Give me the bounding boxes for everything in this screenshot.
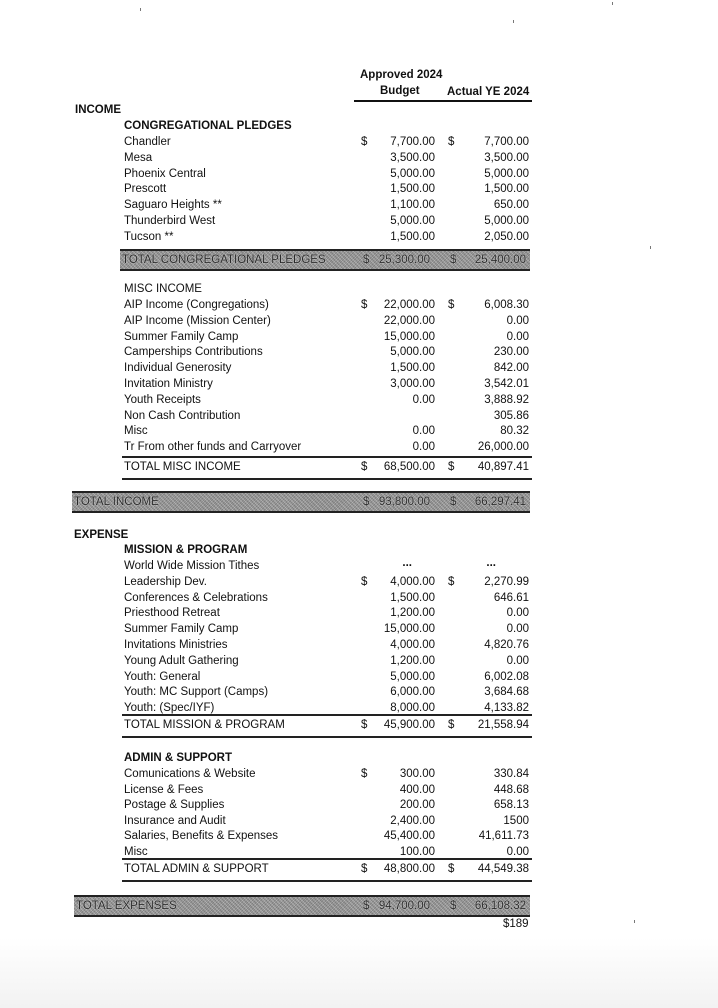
row-label: Invitations Ministries [124, 639, 228, 651]
row-label: Youth: General [124, 670, 201, 683]
divider [122, 456, 532, 458]
budget-value: 100.00 [399, 846, 435, 858]
currency-symbol: $ [361, 768, 368, 780]
total-misc-income-row [124, 460, 532, 476]
actual-value: 44,549.38 [477, 863, 529, 875]
row-label: Saguaro Heights ** [124, 199, 222, 212]
row-label: Young Adult Gathering [124, 654, 239, 667]
actual-value: 25,400.00 [474, 254, 526, 266]
budget-value: 5,000.00 [390, 670, 435, 683]
currency-symbol: $ [448, 719, 455, 731]
table-row [124, 783, 532, 799]
row-label: Prescott [124, 183, 167, 196]
group-title-misc-income: MISC INCOME [124, 283, 202, 295]
actual-value: 842.00 [493, 362, 529, 375]
row-label: Misc [124, 846, 148, 858]
budget-value: 1,200.00 [390, 654, 435, 667]
budget-value: 0.00 [412, 393, 435, 406]
actual-value: 4,820.76 [484, 639, 529, 651]
row-label: TOTAL ADMIN & SUPPORT [124, 863, 269, 875]
budget-value: 22,000.00 [383, 314, 435, 327]
budget-value: 3,500.00 [390, 151, 435, 164]
table-row [124, 135, 532, 151]
divider [122, 478, 532, 480]
currency-symbol: $ [361, 136, 368, 148]
scan-speck [650, 246, 651, 249]
budget-value: 0.00 [412, 425, 435, 438]
table-row [124, 424, 532, 440]
actual-value: 230.00 [493, 346, 529, 359]
table-row [124, 345, 532, 361]
table-row [124, 622, 532, 638]
table-row [124, 198, 532, 214]
budget-value: 1,500.00 [390, 591, 435, 604]
table-row [124, 814, 532, 830]
actual-value: 2,270.99 [484, 575, 529, 588]
currency-symbol: $ [450, 254, 457, 266]
group-title-congregational-pledges: CONGREGATIONAL PLEDGES [124, 120, 292, 132]
budget-value: 4,000.00 [390, 575, 435, 588]
actual-value: ... [486, 557, 496, 569]
row-label: Misc [124, 425, 148, 438]
table-row [124, 393, 532, 409]
budget-value: 48,800.00 [383, 863, 435, 875]
table-row [124, 298, 532, 314]
row-label: Youth: MC Support (Camps) [124, 686, 269, 699]
total-income-row [72, 491, 530, 513]
table-row [124, 829, 532, 845]
table-row [124, 654, 532, 670]
actual-value: 330.84 [493, 768, 529, 780]
table-row [124, 151, 532, 167]
row-label: Thunderbird West [124, 215, 216, 227]
budget-value: 200.00 [399, 799, 435, 812]
actual-value: 2,050.00 [484, 230, 529, 243]
currency-symbol: $ [361, 299, 368, 311]
currency-symbol: $ [450, 496, 457, 508]
actual-value: 26,000.00 [477, 441, 529, 454]
divider [122, 858, 532, 860]
budget-value: 300.00 [399, 768, 435, 780]
budget-value: 45,900.00 [383, 719, 435, 731]
budget-value: 6,000.00 [390, 686, 435, 699]
currency-symbol: $ [361, 575, 368, 588]
currency-symbol: $ [450, 900, 457, 912]
row-label: Non Cash Contribution [124, 409, 241, 422]
budget-value: 4,000.00 [390, 639, 435, 651]
scan-speck [612, 2, 613, 5]
table-row [124, 559, 532, 575]
row-label: Summer Family Camp [124, 330, 239, 343]
row-label: Tr From other funds and Carryover [124, 441, 302, 454]
row-label: Individual Generosity [124, 362, 232, 375]
table-row [124, 167, 532, 183]
row-label: Phoenix Central [124, 167, 206, 180]
header-underline [354, 100, 532, 102]
actual-value: 3,500.00 [484, 151, 529, 164]
total-mission-program-row [124, 718, 532, 734]
row-label: Conferences & Celebrations [124, 591, 268, 604]
budget-value: 8,000.00 [390, 702, 435, 715]
budget-value: 400.00 [399, 783, 435, 796]
actual-value: 646.61 [493, 591, 529, 604]
actual-value: 21,558.94 [477, 719, 529, 731]
budget-value: 1,200.00 [390, 607, 435, 620]
table-row [124, 606, 532, 622]
table-row [124, 685, 532, 701]
actual-value: 658.13 [493, 799, 529, 812]
actual-value: 5,000.00 [484, 215, 529, 227]
currency-symbol: $ [448, 575, 455, 588]
total-admin-support-row [124, 862, 532, 878]
actual-value: 0.00 [506, 330, 529, 343]
budget-value: 1,500.00 [390, 230, 435, 243]
row-label: AIP Income (Mission Center) [124, 314, 271, 327]
budget-value: 22,000.00 [383, 299, 435, 311]
budget-value: 3,000.00 [390, 378, 435, 390]
total-expenses-row [74, 895, 530, 917]
row-label: Insurance and Audit [124, 814, 226, 827]
actual-value: 4,133.82 [484, 702, 529, 715]
currency-symbol: $ [361, 461, 368, 473]
currency-symbol: $ [361, 719, 368, 731]
budget-value: 93,800.00 [378, 496, 430, 508]
table-row [124, 230, 532, 246]
column-header-actual: Actual YE 2024 [447, 86, 530, 98]
budget-value: 68,500.00 [383, 461, 435, 473]
actual-value: 3,684.68 [484, 686, 529, 699]
table-row [124, 330, 532, 346]
row-label: Leadership Dev. [124, 575, 207, 588]
group-title-admin-support: ADMIN & SUPPORT [124, 752, 232, 764]
actual-value: 66,297.41 [474, 496, 526, 508]
actual-value: 41,611.73 [478, 830, 529, 843]
divider [122, 736, 532, 738]
table-row [124, 575, 532, 591]
row-label: Summer Family Camp [124, 623, 239, 636]
currency-symbol: $ [448, 299, 455, 311]
row-label: TOTAL MISSION & PROGRAM [124, 719, 285, 731]
actual-value: 6,002.08 [484, 670, 529, 683]
table-row [124, 409, 532, 425]
actual-value: 0.00 [506, 607, 529, 620]
scan-speck [140, 8, 141, 11]
budget-value: 15,000.00 [383, 623, 435, 636]
row-label: License & Fees [124, 783, 204, 796]
budget-value: 5,000.00 [390, 346, 435, 359]
row-label: Postage & Supplies [124, 799, 225, 812]
currency-symbol: $ [448, 461, 455, 473]
row-label: Salaries, Benefits & Expenses [124, 830, 279, 843]
actual-value: 40,897.41 [477, 461, 529, 473]
table-row [124, 767, 532, 783]
row-label: TOTAL MISC INCOME [124, 461, 241, 473]
budget-value: 1,500.00 [390, 183, 435, 196]
scan-speck [634, 920, 635, 923]
actual-value: 6,008.30 [484, 299, 529, 311]
row-label: Youth: (Spec/IYF) [124, 702, 215, 715]
scan-speck [513, 20, 514, 23]
row-label: Invitation Ministry [124, 378, 213, 390]
column-header-budget-line2: Budget [380, 85, 420, 97]
currency-symbol: $ [363, 900, 370, 912]
row-label: AIP Income (Congregations) [124, 299, 269, 311]
currency-symbol: $ [361, 863, 368, 875]
row-label: Youth Receipts [124, 393, 201, 406]
actual-value: 7,700.00 [484, 136, 529, 148]
row-label: Tucson ** [124, 230, 174, 243]
row-label: Chandler [124, 136, 171, 148]
row-label: TOTAL CONGREGATIONAL PLEDGES [122, 254, 326, 266]
actual-value: 0.00 [506, 314, 529, 327]
row-label: World Wide Mission Tithes [124, 560, 260, 572]
budget-value: 15,000.00 [383, 330, 435, 343]
row-label: Mesa [124, 151, 153, 164]
actual-value: 0.00 [506, 654, 529, 667]
row-label: Comunications & Website [124, 768, 256, 780]
section-title-expense: EXPENSE [74, 529, 129, 541]
actual-value: 0.00 [506, 623, 529, 636]
divider [122, 714, 532, 716]
currency-symbol: $ [448, 863, 455, 875]
budget-value: 5,000.00 [390, 167, 435, 180]
budget-value: 0.00 [412, 441, 435, 454]
column-header-budget-line1: Approved 2024 [360, 69, 443, 81]
net-difference: $189 [503, 918, 529, 930]
table-row [124, 361, 532, 377]
actual-value: 5,000.00 [484, 167, 529, 180]
budget-value: 94,700.00 [378, 900, 430, 912]
budget-value: 7,700.00 [390, 136, 435, 148]
currency-symbol: $ [363, 496, 370, 508]
divider [122, 880, 532, 882]
currency-symbol: $ [363, 254, 370, 266]
table-row [124, 182, 532, 198]
actual-value: 305.86 [493, 409, 529, 422]
budget-value: 2,400.00 [390, 814, 435, 827]
row-label: TOTAL EXPENSES [76, 900, 177, 912]
budget-value: 1,100.00 [390, 199, 435, 212]
actual-value: 448.68 [493, 783, 529, 796]
actual-value: 80.32 [500, 425, 529, 438]
row-label: TOTAL INCOME [74, 496, 159, 508]
table-row [124, 440, 532, 456]
table-row [124, 314, 532, 330]
budget-value: 45,400.00 [383, 830, 435, 843]
row-label: Camperships Contributions [124, 346, 263, 359]
actual-value: 66,108.32 [474, 900, 526, 912]
table-row [124, 798, 532, 814]
currency-symbol: $ [448, 136, 455, 148]
group-title-mission-program: MISSION & PROGRAM [124, 544, 248, 556]
total-congregational-pledges-row [120, 249, 530, 271]
table-row [124, 638, 532, 654]
table-row [124, 214, 532, 230]
actual-value: 3,888.92 [484, 393, 529, 406]
actual-value: 1500 [503, 814, 529, 827]
budget-value: ... [402, 557, 412, 569]
table-row [124, 377, 532, 393]
actual-value: 0.00 [506, 846, 529, 858]
actual-value: 1,500.00 [484, 183, 529, 196]
budget-value: 25,300.00 [378, 254, 430, 266]
row-label: Priesthood Retreat [124, 607, 220, 620]
actual-value: 3,542.01 [484, 378, 529, 390]
budget-value: 1,500.00 [390, 362, 435, 375]
budget-value: 5,000.00 [390, 215, 435, 227]
actual-value: 650.00 [493, 199, 529, 212]
table-row [124, 591, 532, 607]
section-title-income: INCOME [75, 104, 121, 116]
table-row [124, 670, 532, 686]
